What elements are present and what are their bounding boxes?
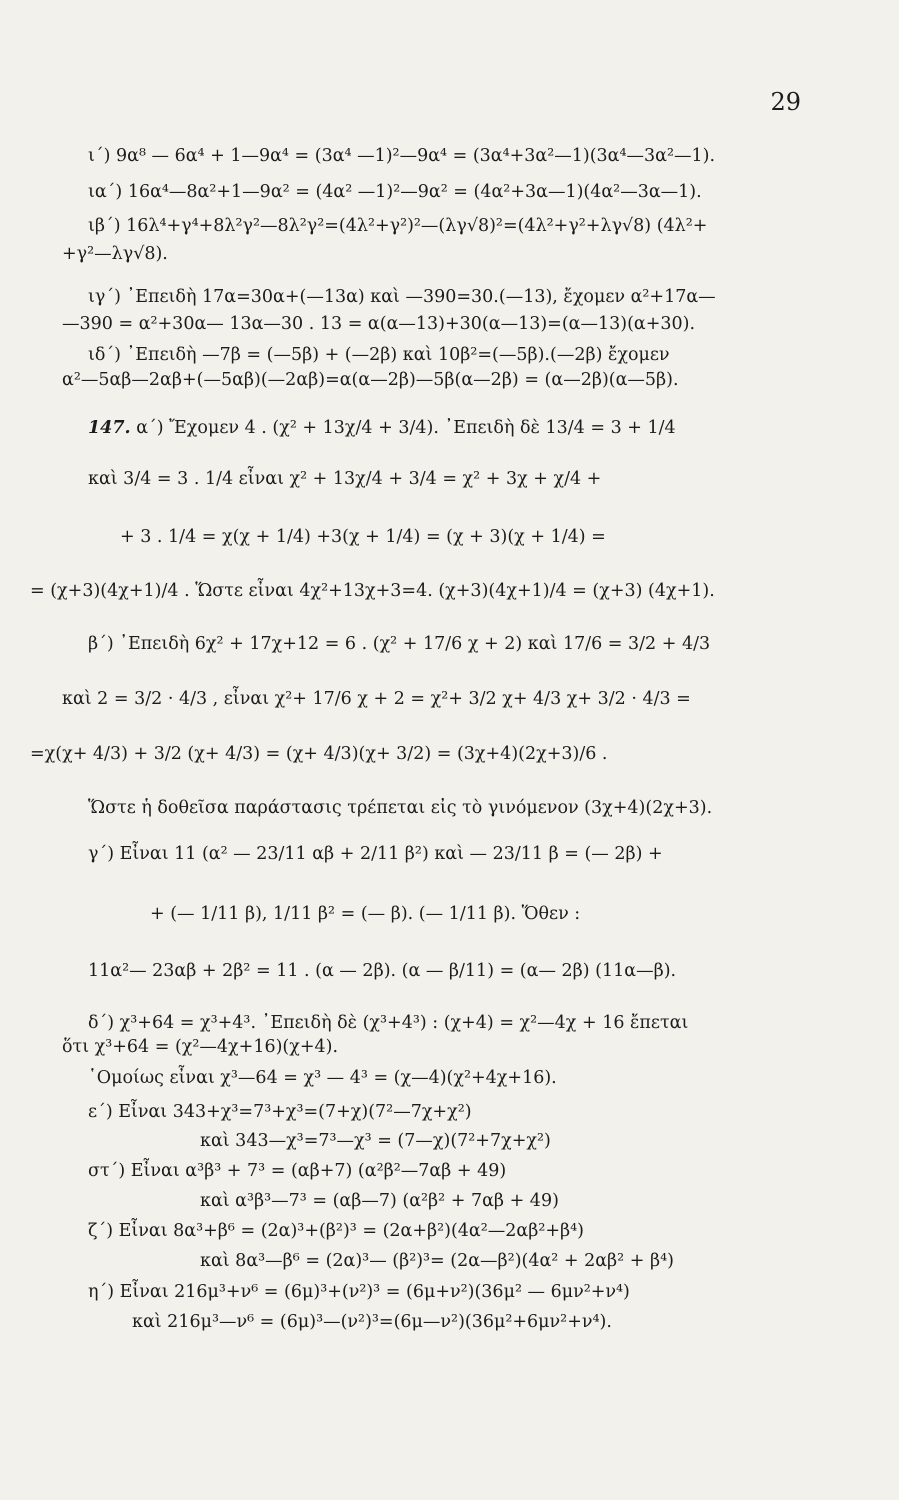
line-ig-1: ιγ΄) ᾿Επειδὴ 17α=30α+(—13α) καὶ —390=30.(—13), ἔχομεν α²+17α— [88, 287, 716, 307]
line-g-2: + (— 1/11 β), 1/11 β² = (— β). (— 1/11 β). Ὅθεν : [150, 904, 581, 924]
line-b-2: καὶ 2 = 3/2 · 4/3 , εἶναι χ²+ 17/6 χ + 2 = χ²+ 3/2 χ+ 4/3 χ+ 3/2 · 4/3 = [62, 689, 691, 709]
line-e-2: καὶ 343—χ³=7³—χ³ = (7—χ)(7²+7χ+χ²) [200, 1131, 551, 1151]
line-ib-2: +γ²—λγ√8). [62, 244, 168, 264]
line-z-2: καὶ 8α³—β⁶ = (2α)³— (β²)³= (2α—β²)(4α² + 2αβ² + β⁴) [200, 1251, 674, 1271]
line-d-2: ὅτι χ³+64 = (χ²—4χ+16)(χ+4). [62, 1037, 339, 1057]
line-g-3: 11α²— 23αβ + 2β² = 11 . (α — 2β). (α — β/11) = (α— 2β) (11α—β). [88, 961, 677, 981]
problem-number: 147. [88, 418, 131, 438]
line-d-1: δ΄) χ³+64 = χ³+4³. ᾿Επειδὴ δὲ (χ³+4³) : (χ+4) = χ²—4χ + 16 ἔπεται [88, 1013, 689, 1033]
line-id-2: α²—5αβ—2αβ+(—5αβ)(—2αβ)=α(α—2β)—5β(α—2β) = (α—2β)(α—5β). [62, 370, 679, 390]
line-147a-2: καὶ 3/4 = 3 . 1/4 εἶναι χ² + 13χ/4 + 3/4 = χ² + 3χ + χ/4 + [88, 469, 602, 489]
line-147a-1 [88, 417, 676, 439]
line-b-3: =χ(χ+ 4/3) + 3/2 (χ+ 4/3) = (χ+ 4/3)(χ+ 3/2) = (3χ+4)(2χ+3)/6 . [30, 744, 608, 764]
line-id-1: ιδ΄) ᾿Επειδὴ —7β = (—5β) + (—2β) καὶ 10β²=(—5β).(—2β) ἔχομεν [88, 345, 670, 365]
line-d-3: ῾Ομοίως εἶναι χ³—64 = χ³ — 4³ = (χ—4)(χ²+4χ+16). [88, 1068, 557, 1088]
line-ib-1: ιβ΄) 16λ⁴+γ⁴+8λ²γ²—8λ²γ²=(4λ²+γ²)²—(λγ√8)²=(4λ²+γ²+λγ√8) (4λ²+ [88, 216, 708, 236]
line-147a-4: = (χ+3)(4χ+1)/4 . Ὥστε εἶναι 4χ²+13χ+3=4. (χ+3)(4χ+1)/4 = (χ+3) (4χ+1). [30, 581, 715, 601]
line-147a-3: + 3 . 1/4 = χ(χ + 1/4) +3(χ + 1/4) = (χ + 3)(χ + 1/4) = [120, 527, 606, 547]
line-147a-1-text: α΄) Ἔχομεν 4 . (χ² + 13χ/4 + 3/4). ᾿Επειδὴ δὲ 13/4 = 3 + 1/4 [136, 418, 676, 438]
line-ia: ια΄) 16α⁴—8α²+1—9α² = (4α² —1)²—9α² = (4α²+3α—1)(4α²—3α—1). [88, 182, 702, 202]
line-g-1: γ΄) Εἶναι 11 (α² — 23/11 αβ + 2/11 β²) καὶ — 23/11 β = (— 2β) + [88, 844, 663, 864]
line-h-1: η΄) Εἶναι 216μ³+ν⁶ = (6μ)³+(ν²)³ = (6μ+ν²)(36μ² — 6μν²+ν⁴) [88, 1282, 630, 1302]
line-ig-2: —390 = α²+30α— 13α—30 . 13 = α(α—13)+30(α—13)=(α—13)(α+30). [62, 314, 696, 334]
line-b-4: Ὥστε ἡ δοθεῖσα παράστασις τρέπεται εἰς τὸ γινόμενον (3χ+4)(2χ+3). [88, 798, 713, 818]
line-i: ι΄) 9α⁸ — 6α⁴ + 1—9α⁴ = (3α⁴ —1)²—9α⁴ = (3α⁴+3α²—1)(3α⁴—3α²—1). [88, 146, 716, 166]
line-st-1: στ΄) Εἶναι α³β³ + 7³ = (αβ+7) (α²β²—7αβ + 49) [88, 1161, 507, 1181]
line-st-2: καὶ α³β³—7³ = (αβ—7) (α²β² + 7αβ + 49) [200, 1191, 559, 1211]
line-z-1: ζ΄) Εἶναι 8α³+β⁶ = (2α)³+(β²)³ = (2α+β²)(4α²—2αβ²+β⁴) [88, 1221, 584, 1241]
line-b-1: β΄) ᾿Επειδὴ 6χ² + 17χ+12 = 6 . (χ² + 17/6 χ + 2) καὶ 17/6 = 3/2 + 4/3 [88, 634, 711, 654]
page-number: 29 [770, 88, 801, 116]
line-e-1: ε΄) Εἶναι 343+χ³=7³+χ³=(7+χ)(7²—7χ+χ²) [88, 1102, 472, 1122]
line-h-2: καὶ 216μ³—ν⁶ = (6μ)³—(ν²)³=(6μ—ν²)(36μ²+6μν²+ν⁴). [132, 1312, 612, 1332]
